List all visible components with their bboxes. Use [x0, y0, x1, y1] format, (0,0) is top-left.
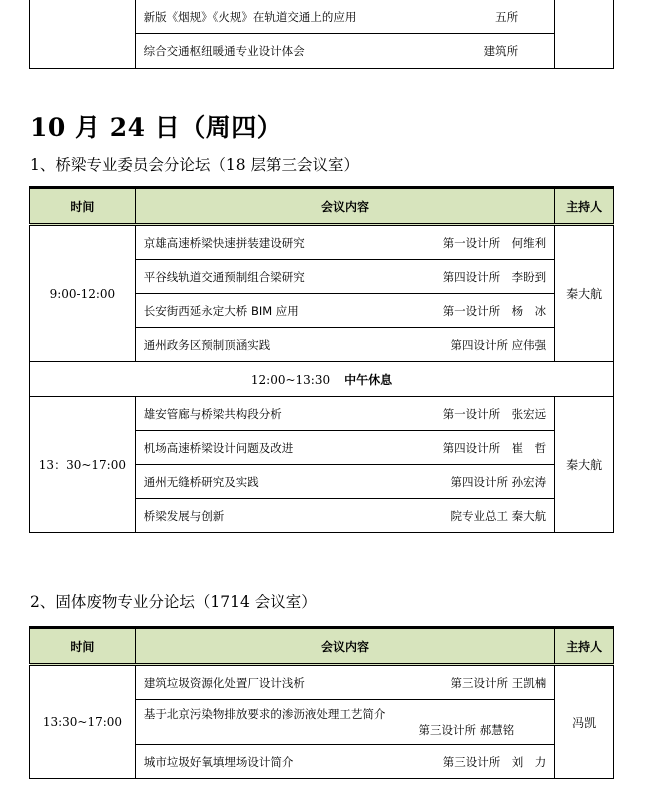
host-cell: [555, 0, 614, 69]
topic-text: 平谷线轨道交通预制组合梁研究: [143, 269, 305, 284]
header-content: 会议内容: [135, 628, 554, 665]
header-host: 主持人: [555, 628, 614, 665]
header-host: 主持人: [555, 188, 614, 225]
break-row: [30, 362, 614, 397]
content-cell: [135, 0, 555, 34]
org-text: 建筑所: [483, 44, 519, 59]
topic-text: 京雄高速桥梁快速拼装建设研究: [143, 235, 305, 250]
org-text: 院专业总工 秦大航: [450, 508, 547, 523]
session-host: 秦大航: [555, 225, 614, 362]
topic-text: 城市垃圾好氧填埋场设计简介: [143, 754, 294, 769]
org-text: 第一设计所 何维利: [442, 235, 547, 250]
break-time: 12:00~13:30: [250, 372, 331, 387]
header-content: 会议内容: [135, 188, 554, 225]
time-cell: [30, 0, 136, 69]
session-host: 秦大航: [555, 397, 614, 533]
topic-text: 雄安管廊与桥梁共构段分析: [143, 406, 282, 421]
header-row: [30, 188, 614, 225]
session-time: 13:30~17:00: [30, 665, 136, 779]
topic-text: 机场高速桥梁设计问题及改进: [143, 440, 294, 455]
topic-text: 通州无缝桥研究及实践: [143, 474, 259, 489]
content-cell: [135, 225, 554, 260]
content-cell: [135, 34, 555, 69]
topic-text: 基于北京污染物排放要求的渗沥液处理工艺简介: [143, 707, 386, 721]
session-host: 冯凯: [555, 665, 614, 779]
table-row: [30, 397, 614, 431]
content-cell: [135, 465, 554, 499]
header-time: 时间: [30, 188, 136, 225]
topic-text: 桥梁发展与创新: [143, 508, 225, 523]
org-text: 第三设计所 郝慧铭: [418, 723, 515, 737]
day-title: 10 月 24 日（周四）: [30, 113, 283, 142]
header-time: 时间: [30, 628, 136, 665]
content-cell: [135, 431, 554, 465]
org-text: 五所: [495, 9, 519, 24]
org-text: 第四设计所 李盼到: [442, 269, 547, 284]
org-text: 第一设计所 杨 冰: [442, 303, 547, 318]
forum2-schedule-table: [29, 626, 614, 779]
table-row: [30, 665, 614, 700]
session-time: 13：30~17:00: [30, 397, 136, 533]
forum1-title: 1、桥梁专业委员会分论坛（18 层第三会议室）: [30, 156, 360, 174]
forum2-title: 2、固体废物专业分论坛（1714 会议室）: [30, 593, 317, 611]
org-text: 第一设计所 张宏远: [442, 406, 547, 421]
break-cell: [30, 362, 614, 397]
table-row: [30, 225, 614, 260]
org-text: 第三设计所 刘 力: [442, 754, 547, 769]
content-cell: [135, 700, 554, 745]
forum1-schedule-table: [29, 186, 614, 533]
break-label: 中午休息: [344, 372, 393, 387]
topic-text: 长安街西延永定大桥 BIM 应用: [143, 303, 299, 318]
org-text: 第四设计所 孙宏涛: [450, 474, 547, 489]
content-cell: [135, 328, 554, 362]
content-cell: [135, 397, 554, 431]
topic-text: 新版《烟规》《火规》在轨道交通上的应用: [143, 9, 357, 24]
topic-text: 通州政务区预制顶涵实践: [143, 337, 271, 352]
content-cell: [135, 665, 554, 700]
org-text: 第三设计所 王凯楠: [450, 675, 547, 690]
header-row: [30, 628, 614, 665]
topic-text: 综合交通枢纽暖通专业设计体会: [143, 44, 305, 59]
topic-text: 建筑垃圾资源化处置厂设计浅析: [143, 675, 305, 690]
content-cell: [135, 745, 554, 779]
content-cell: [135, 260, 554, 294]
table-row: [30, 0, 614, 34]
org-text: 第四设计所 崔 哲: [442, 440, 547, 455]
org-text: 第四设计所 应伟强: [450, 337, 547, 352]
content-cell: [135, 294, 554, 328]
previous-schedule-table: [29, 0, 614, 69]
content-cell: [135, 499, 554, 533]
session-time: 9:00-12:00: [30, 225, 136, 362]
